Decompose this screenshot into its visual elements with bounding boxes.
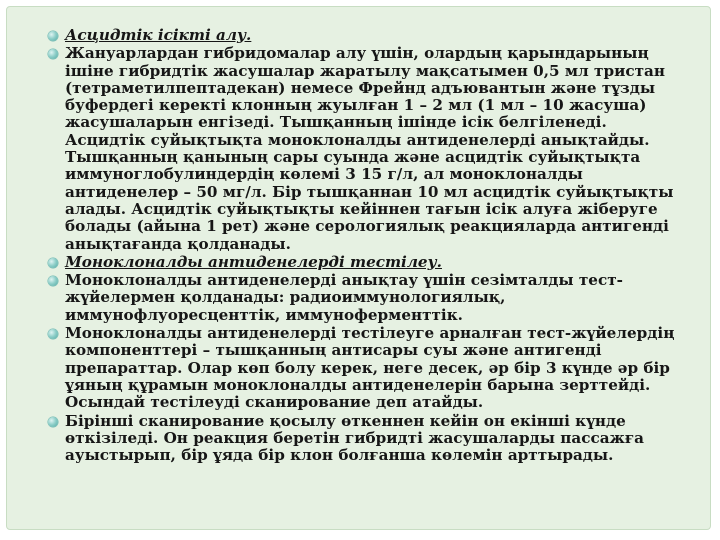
paragraph-test-components: Моноклоналды антиденелерді тестілеуге арналған тест-жүйелердің компоненттері – тышқанның антисары суы және антигенді препараттар. Олар көп болу керек, неге десек, әр бір 3 күнде әр бір ұяның құрамын моноклоналды антиденелерін барына зерттейді. Осындай тестілеуді сканирование деп атайды.: [65, 324, 675, 412]
slide-body: [48, 27, 684, 465]
list-item: [48, 325, 684, 411]
paragraph-hybridoma-procedure: Жануарлардан гибридомалар алу үшін, олардың қарындарының ішіне гибридтік жасушалар жаратылу мақсатымен 0,5 мл тристан (тетраметилпептадекан) немесе Фрейнд адъювантын және тұзды буфердегі керекті клонның жуылған 1 – 2 мл (1 мл – 10 жасуша) жасушаларын енгізеді. Тышқанның ішінде ісік белгіленеді. Асцидтік суйықтықта моноклоналды антиденелерді анықтайды. Тышқанның қанының сары суында және асцидтік суйықтықта иммуноглобулиндердің көлемі 3 15 г/л, ал моноклоналды антиденелер – 50 мг/л. Бір тышқаннан 10 мл асцидтік суйықтықты алады. Асцидтік суйықтықты кейіннен тағын ісік алуға жіберуге болады (айына 1 рет) және серологиялық реакцияларда антигенді анықтағанда қолданады.: [65, 44, 674, 253]
bullet-icon: [48, 31, 58, 41]
list-item: [48, 254, 684, 271]
bullet-icon: [48, 49, 58, 59]
bullet-icon: [48, 417, 58, 427]
bullet-icon: [48, 329, 58, 339]
bullet-icon: [48, 276, 58, 286]
list-item: [48, 27, 684, 44]
paragraph-first-scanning: Бірінші сканирование қосылу өткеннен кейін он екінші күнде өткізіледі. Он реакция беретін гибридті жасушаларды пассажға ауыстырып, бір ұяда бір клон болғанша көлемін арттырады.: [65, 411, 645, 465]
section-heading-ascites: Асцидтік ісікті алу.: [65, 26, 252, 44]
list-item: [48, 272, 684, 324]
list-item: [48, 413, 684, 465]
bullet-icon: [48, 258, 58, 268]
paragraph-test-systems: Моноклоналды антиденелерді анықтау үшін сезімталды тест-жүйелермен қолданады: радиоиммунологиялық, иммунофлуоресценттік, иммуноферменттік.: [65, 271, 623, 324]
section-heading-testing: Моноклоналды антиденелерді тестілеу.: [65, 252, 442, 271]
bullet-list: [48, 27, 684, 464]
list-item: [48, 45, 684, 253]
